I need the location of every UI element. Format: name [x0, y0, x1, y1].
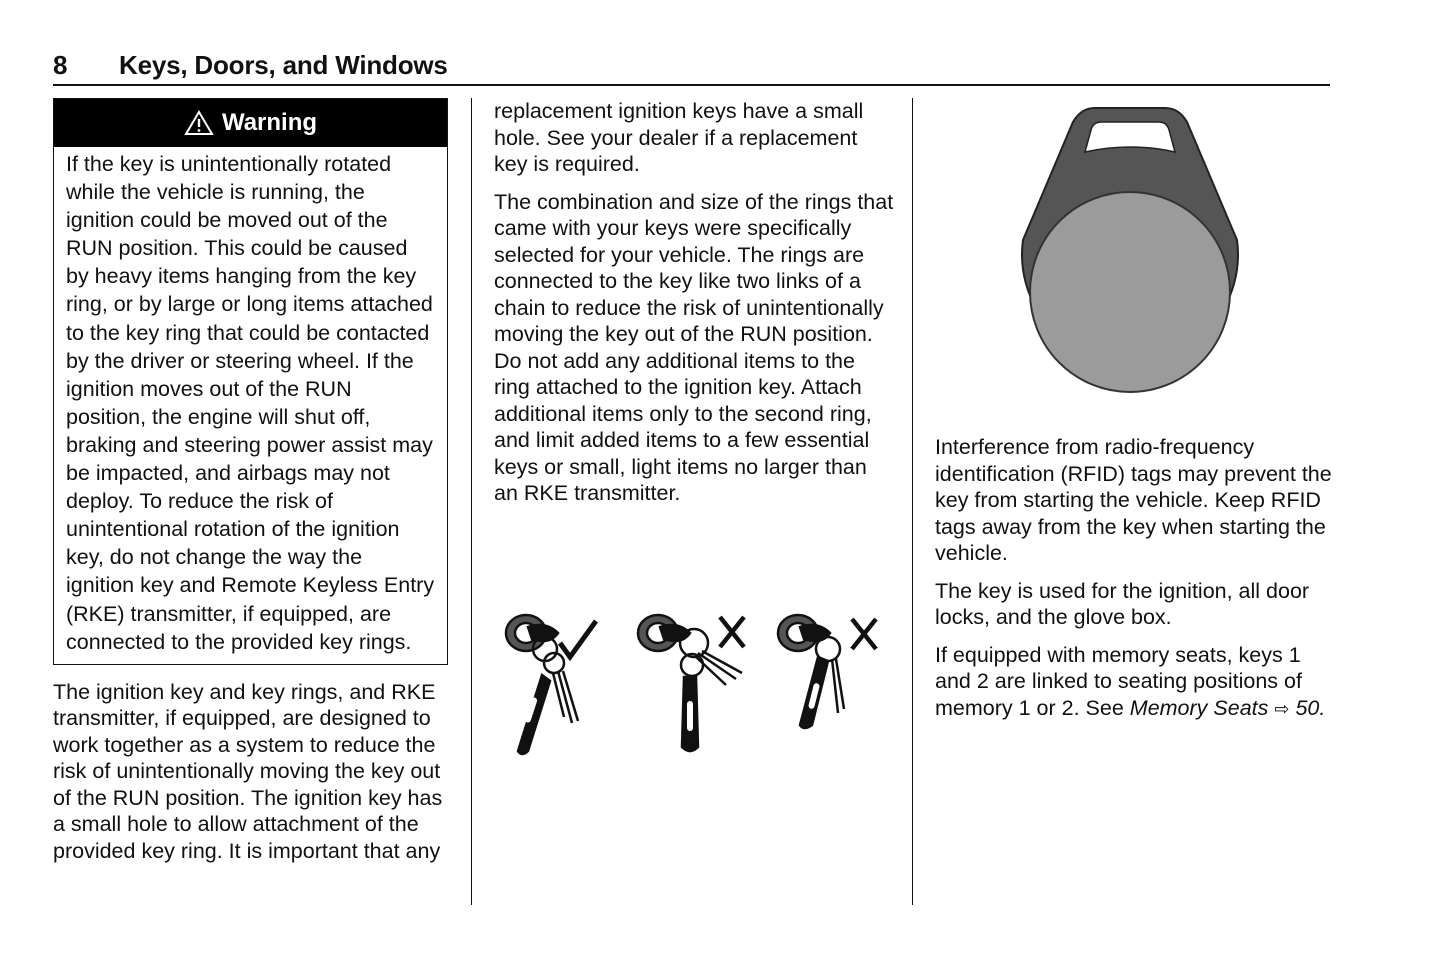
section-title: Keys, Doors, and Windows: [119, 50, 448, 80]
column-3: [935, 434, 1335, 722]
column-divider: [912, 98, 913, 905]
column-2: [494, 98, 894, 507]
warning-title: Warning: [221, 109, 318, 136]
paragraph: The key is used for the ignition, all door locks, and the glove box.: [935, 578, 1310, 629]
paragraph-text: If equipped with memory seats, keys 1 and 2 are linked to seating positions of memory 1 or 2. See: [935, 642, 1302, 720]
warning-box: [53, 98, 448, 665]
key-set-incorrect-2: [778, 615, 844, 728]
memory-seats-link[interactable]: Memory Seats: [1129, 695, 1269, 720]
page-number: 8: [53, 50, 68, 80]
warning-header: [54, 99, 447, 147]
paragraph: replacement ignition keys have a small hole. See your dealer if a replacement key is required.: [494, 99, 864, 176]
warning-text: If the key is unintentionally rotated while the vehicle is running, the ignition could be moved out of the RUN position. This could be caused by heavy items hanging from the key ring, or by large or long items attached to the key ring that could be contacted by the driver or steering wheel. If the ignition moves out of the RUN position, the engine will shut off, braking and steering power assist may be impacted, and airbags may not deploy. To reduce the risk of unintentional rotation of the ignition key, do not change the way the ignition key and Remote Keyless Entry (RKE) transmitter, if equipped, are connected to the provided key rings.: [66, 152, 435, 654]
paragraph-memory-seats: [935, 642, 1335, 723]
page-ref-number[interactable]: 50: [1295, 695, 1320, 720]
paragraph: The combination and size of the rings that came with your keys were specifically selected for your vehicle. The rings are connected to the key like two links of a chain to reduce the risk of unintentionally moving the key out of the RUN position. Do not add any additional items to the ring attached to the ignition key. Attach additional items only to the second ring, and limit added items to a few essential keys or small, light items no larger than an RKE transmitter.: [494, 189, 894, 505]
checkmark-icon: [560, 621, 596, 657]
warning-triangle-icon: [184, 110, 214, 136]
page-ref-arrow-icon: ⇨: [1274, 698, 1290, 719]
column-1: [53, 98, 449, 864]
key-ring-illustration: [498, 605, 898, 760]
sentence-end: .: [1319, 695, 1326, 720]
paragraph: The ignition key and key rings, and RKE transmitter, if equipped, are designed to work together as a system to reduce the risk of unintentionally moving the key out of the RUN position. The ignition key has a small hole to allow attachment of the provided key ring. It is important that any: [53, 679, 443, 863]
page-header: [53, 48, 1330, 86]
x-mark-icon: [720, 617, 744, 647]
x-mark-icon: [852, 619, 876, 649]
paragraph: Interference from radio-frequency identification (RFID) tags may prevent the key from starting the vehicle. Keep RFID tags away from the key when starting the vehicle.: [935, 435, 1332, 565]
rfid-fob-illustration: [1005, 102, 1255, 412]
column-divider: [471, 98, 472, 905]
key-set-correct: [506, 615, 578, 754]
